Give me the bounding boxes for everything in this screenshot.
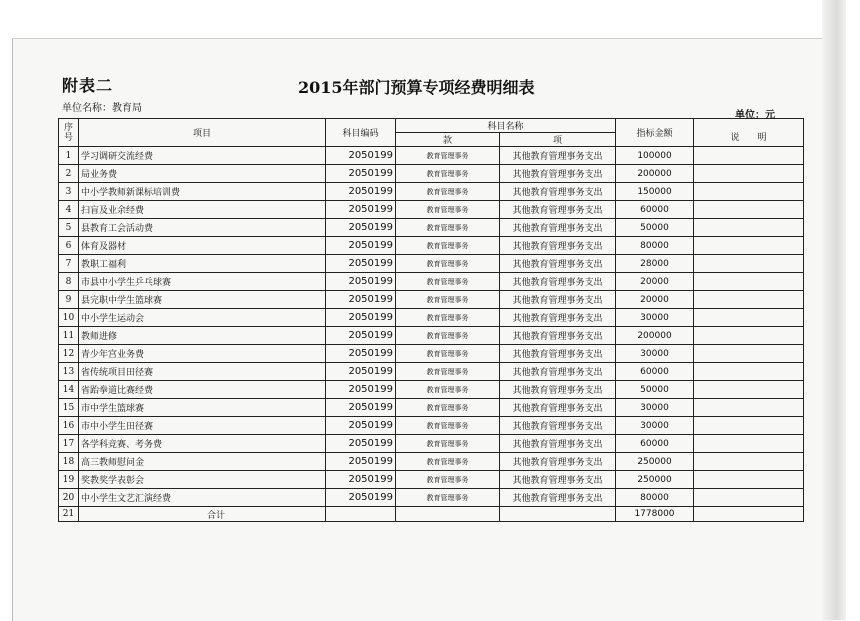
row-subject-code: 2050199 [326, 183, 396, 201]
table-row [59, 489, 804, 507]
row-xiang: 其他教育管理事务支出 [500, 309, 616, 327]
row-note [694, 237, 804, 255]
table-row [59, 165, 804, 183]
row-note [694, 453, 804, 471]
row-no: 1 [59, 147, 79, 165]
table-row [59, 237, 804, 255]
row-kuan: 教育管理事务 [396, 309, 500, 327]
row-xiang: 其他教育管理事务支出 [500, 165, 616, 183]
row-kuan: 教育管理事务 [396, 453, 500, 471]
row-xiang: 其他教育管理事务支出 [500, 273, 616, 291]
header-no: 序号 [59, 119, 79, 147]
row-item-name: 市中小学生田径赛 [79, 417, 326, 435]
row-amount: 80000 [616, 489, 694, 507]
row-note [694, 147, 804, 165]
row-no: 12 [59, 345, 79, 363]
row-amount: 50000 [616, 219, 694, 237]
currency-unit: 单位：元 [735, 110, 775, 121]
row-kuan: 教育管理事务 [396, 255, 500, 273]
row-subject-code: 2050199 [326, 273, 396, 291]
row-amount: 30000 [616, 345, 694, 363]
row-subject-code: 2050199 [326, 471, 396, 489]
row-item-name: 青少年宫业务费 [79, 345, 326, 363]
table-row [59, 435, 804, 453]
table-row [59, 453, 804, 471]
row-no: 14 [59, 381, 79, 399]
header-amount: 指标金额 [616, 119, 694, 147]
row-note [694, 291, 804, 309]
row-no: 5 [59, 219, 79, 237]
row-no: 8 [59, 273, 79, 291]
row-subject-code: 2050199 [326, 363, 396, 381]
row-no: 7 [59, 255, 79, 273]
row-subject-code: 2050199 [326, 219, 396, 237]
row-subject-code: 2050199 [326, 489, 396, 507]
row-amount: 60000 [616, 201, 694, 219]
unit-name: 单位名称：教育局 [62, 103, 142, 114]
row-kuan: 教育管理事务 [396, 165, 500, 183]
row-subject-code: 2050199 [326, 381, 396, 399]
table-row [59, 471, 804, 489]
row-note [694, 327, 804, 345]
row-note [694, 381, 804, 399]
row-kuan: 教育管理事务 [396, 399, 500, 417]
table-row [59, 273, 804, 291]
row-kuan: 教育管理事务 [396, 471, 500, 489]
row-no: 15 [59, 399, 79, 417]
row-amount: 20000 [616, 273, 694, 291]
row-xiang: 其他教育管理事务支出 [500, 291, 616, 309]
row-note [694, 201, 804, 219]
row-item-name: 教职工福利 [79, 255, 326, 273]
total-xiang-cell [500, 507, 616, 522]
row-amount: 28000 [616, 255, 694, 273]
total-no: 21 [59, 507, 79, 522]
row-subject-code: 2050199 [326, 453, 396, 471]
table-row [59, 309, 804, 327]
row-subject-code: 2050199 [326, 327, 396, 345]
row-kuan: 教育管理事务 [396, 219, 500, 237]
row-no: 10 [59, 309, 79, 327]
row-xiang: 其他教育管理事务支出 [500, 435, 616, 453]
row-no: 13 [59, 363, 79, 381]
row-subject-code: 2050199 [326, 435, 396, 453]
row-item-name: 省跆拳道比赛经费 [79, 381, 326, 399]
row-kuan: 教育管理事务 [396, 327, 500, 345]
row-item-name: 教师进修 [79, 327, 326, 345]
row-item-name: 县教育工会活动费 [79, 219, 326, 237]
table-row [59, 381, 804, 399]
table-row [59, 219, 804, 237]
row-no: 20 [59, 489, 79, 507]
row-subject-code: 2050199 [326, 417, 396, 435]
row-item-name: 奖教奖学表彰会 [79, 471, 326, 489]
table-body [59, 147, 804, 507]
row-subject-code: 2050199 [326, 147, 396, 165]
table-row [59, 399, 804, 417]
row-kuan: 教育管理事务 [396, 435, 500, 453]
row-amount: 150000 [616, 183, 694, 201]
row-subject-code: 2050199 [326, 345, 396, 363]
row-kuan: 教育管理事务 [396, 147, 500, 165]
total-row [59, 507, 804, 522]
row-note [694, 417, 804, 435]
row-subject-code: 2050199 [326, 237, 396, 255]
table-row [59, 345, 804, 363]
row-subject-code: 2050199 [326, 255, 396, 273]
row-xiang: 其他教育管理事务支出 [500, 255, 616, 273]
row-amount: 50000 [616, 381, 694, 399]
table-row [59, 147, 804, 165]
row-kuan: 教育管理事务 [396, 417, 500, 435]
row-amount: 20000 [616, 291, 694, 309]
row-no: 6 [59, 237, 79, 255]
row-xiang: 其他教育管理事务支出 [500, 489, 616, 507]
row-xiang: 其他教育管理事务支出 [500, 417, 616, 435]
row-subject-code: 2050199 [326, 399, 396, 417]
row-item-name: 市县中小学生乒乓球赛 [79, 273, 326, 291]
row-kuan: 教育管理事务 [396, 237, 500, 255]
row-no: 18 [59, 453, 79, 471]
row-item-name: 扫盲及业余经费 [79, 201, 326, 219]
row-amount: 250000 [616, 453, 694, 471]
row-xiang: 其他教育管理事务支出 [500, 453, 616, 471]
table-row [59, 183, 804, 201]
total-kuan-cell [396, 507, 500, 522]
row-kuan: 教育管理事务 [396, 381, 500, 399]
page-fold-shadow [822, 0, 846, 620]
row-amount: 30000 [616, 399, 694, 417]
header-note: 说 明 [694, 119, 804, 147]
row-item-name: 省传统项目田径赛 [79, 363, 326, 381]
table-row [59, 417, 804, 435]
total-code-cell [326, 507, 396, 522]
row-amount: 60000 [616, 435, 694, 453]
row-xiang: 其他教育管理事务支出 [500, 201, 616, 219]
row-item-name: 学习调研交流经费 [79, 147, 326, 165]
row-no: 9 [59, 291, 79, 309]
row-subject-code: 2050199 [326, 291, 396, 309]
row-kuan: 教育管理事务 [396, 363, 500, 381]
row-no: 4 [59, 201, 79, 219]
total-label: 合计 [79, 507, 326, 522]
total-note-cell [694, 507, 804, 522]
row-no: 11 [59, 327, 79, 345]
row-xiang: 其他教育管理事务支出 [500, 147, 616, 165]
row-note [694, 183, 804, 201]
row-subject-code: 2050199 [326, 309, 396, 327]
row-xiang: 其他教育管理事务支出 [500, 327, 616, 345]
row-item-name: 中小学生运动会 [79, 309, 326, 327]
table-row [59, 201, 804, 219]
document-title: 2015年部门预算专项经费明细表 [298, 78, 535, 97]
table-row [59, 363, 804, 381]
row-kuan: 教育管理事务 [396, 345, 500, 363]
row-item-name: 体育及器材 [79, 237, 326, 255]
header-subject-name: 科目名称 [396, 119, 616, 133]
row-xiang: 其他教育管理事务支出 [500, 471, 616, 489]
row-xiang: 其他教育管理事务支出 [500, 363, 616, 381]
row-kuan: 教育管理事务 [396, 201, 500, 219]
row-amount: 200000 [616, 165, 694, 183]
row-xiang: 其他教育管理事务支出 [500, 345, 616, 363]
row-note [694, 345, 804, 363]
row-xiang: 其他教育管理事务支出 [500, 183, 616, 201]
table-row [59, 291, 804, 309]
header-code: 科目编码 [326, 119, 396, 147]
row-amount: 30000 [616, 309, 694, 327]
row-xiang: 其他教育管理事务支出 [500, 399, 616, 417]
row-kuan: 教育管理事务 [396, 489, 500, 507]
row-no: 3 [59, 183, 79, 201]
row-no: 17 [59, 435, 79, 453]
header-kuan: 款 [396, 133, 500, 147]
row-subject-code: 2050199 [326, 201, 396, 219]
row-no: 19 [59, 471, 79, 489]
row-item-name: 局业务费 [79, 165, 326, 183]
row-item-name: 县完职中学生篮球赛 [79, 291, 326, 309]
row-no: 2 [59, 165, 79, 183]
row-note [694, 273, 804, 291]
row-amount: 60000 [616, 363, 694, 381]
row-note [694, 435, 804, 453]
row-item-name: 各学科竞赛、考务费 [79, 435, 326, 453]
budget-table [58, 118, 804, 522]
row-no: 16 [59, 417, 79, 435]
row-note [694, 363, 804, 381]
row-amount: 30000 [616, 417, 694, 435]
row-kuan: 教育管理事务 [396, 183, 500, 201]
row-item-name: 中小学生文艺汇演经费 [79, 489, 326, 507]
row-note [694, 471, 804, 489]
row-note [694, 165, 804, 183]
row-note [694, 399, 804, 417]
row-amount: 100000 [616, 147, 694, 165]
table-row [59, 327, 804, 345]
header-item: 项目 [79, 119, 326, 147]
row-subject-code: 2050199 [326, 165, 396, 183]
row-xiang: 其他教育管理事务支出 [500, 219, 616, 237]
annex-label: 附表二 [62, 76, 114, 95]
row-item-name: 高三教师慰问金 [79, 453, 326, 471]
row-note [694, 255, 804, 273]
row-amount: 200000 [616, 327, 694, 345]
row-note [694, 309, 804, 327]
table-header-row [59, 119, 804, 133]
row-amount: 80000 [616, 237, 694, 255]
row-note [694, 219, 804, 237]
row-note [694, 489, 804, 507]
row-kuan: 教育管理事务 [396, 291, 500, 309]
header-xiang: 项 [500, 133, 616, 147]
row-xiang: 其他教育管理事务支出 [500, 237, 616, 255]
row-xiang: 其他教育管理事务支出 [500, 381, 616, 399]
row-amount: 250000 [616, 471, 694, 489]
row-item-name: 中小学教师新课标培训费 [79, 183, 326, 201]
total-amount: 1778000 [616, 507, 694, 522]
row-item-name: 市中学生篮球赛 [79, 399, 326, 417]
row-kuan: 教育管理事务 [396, 273, 500, 291]
table-row [59, 255, 804, 273]
